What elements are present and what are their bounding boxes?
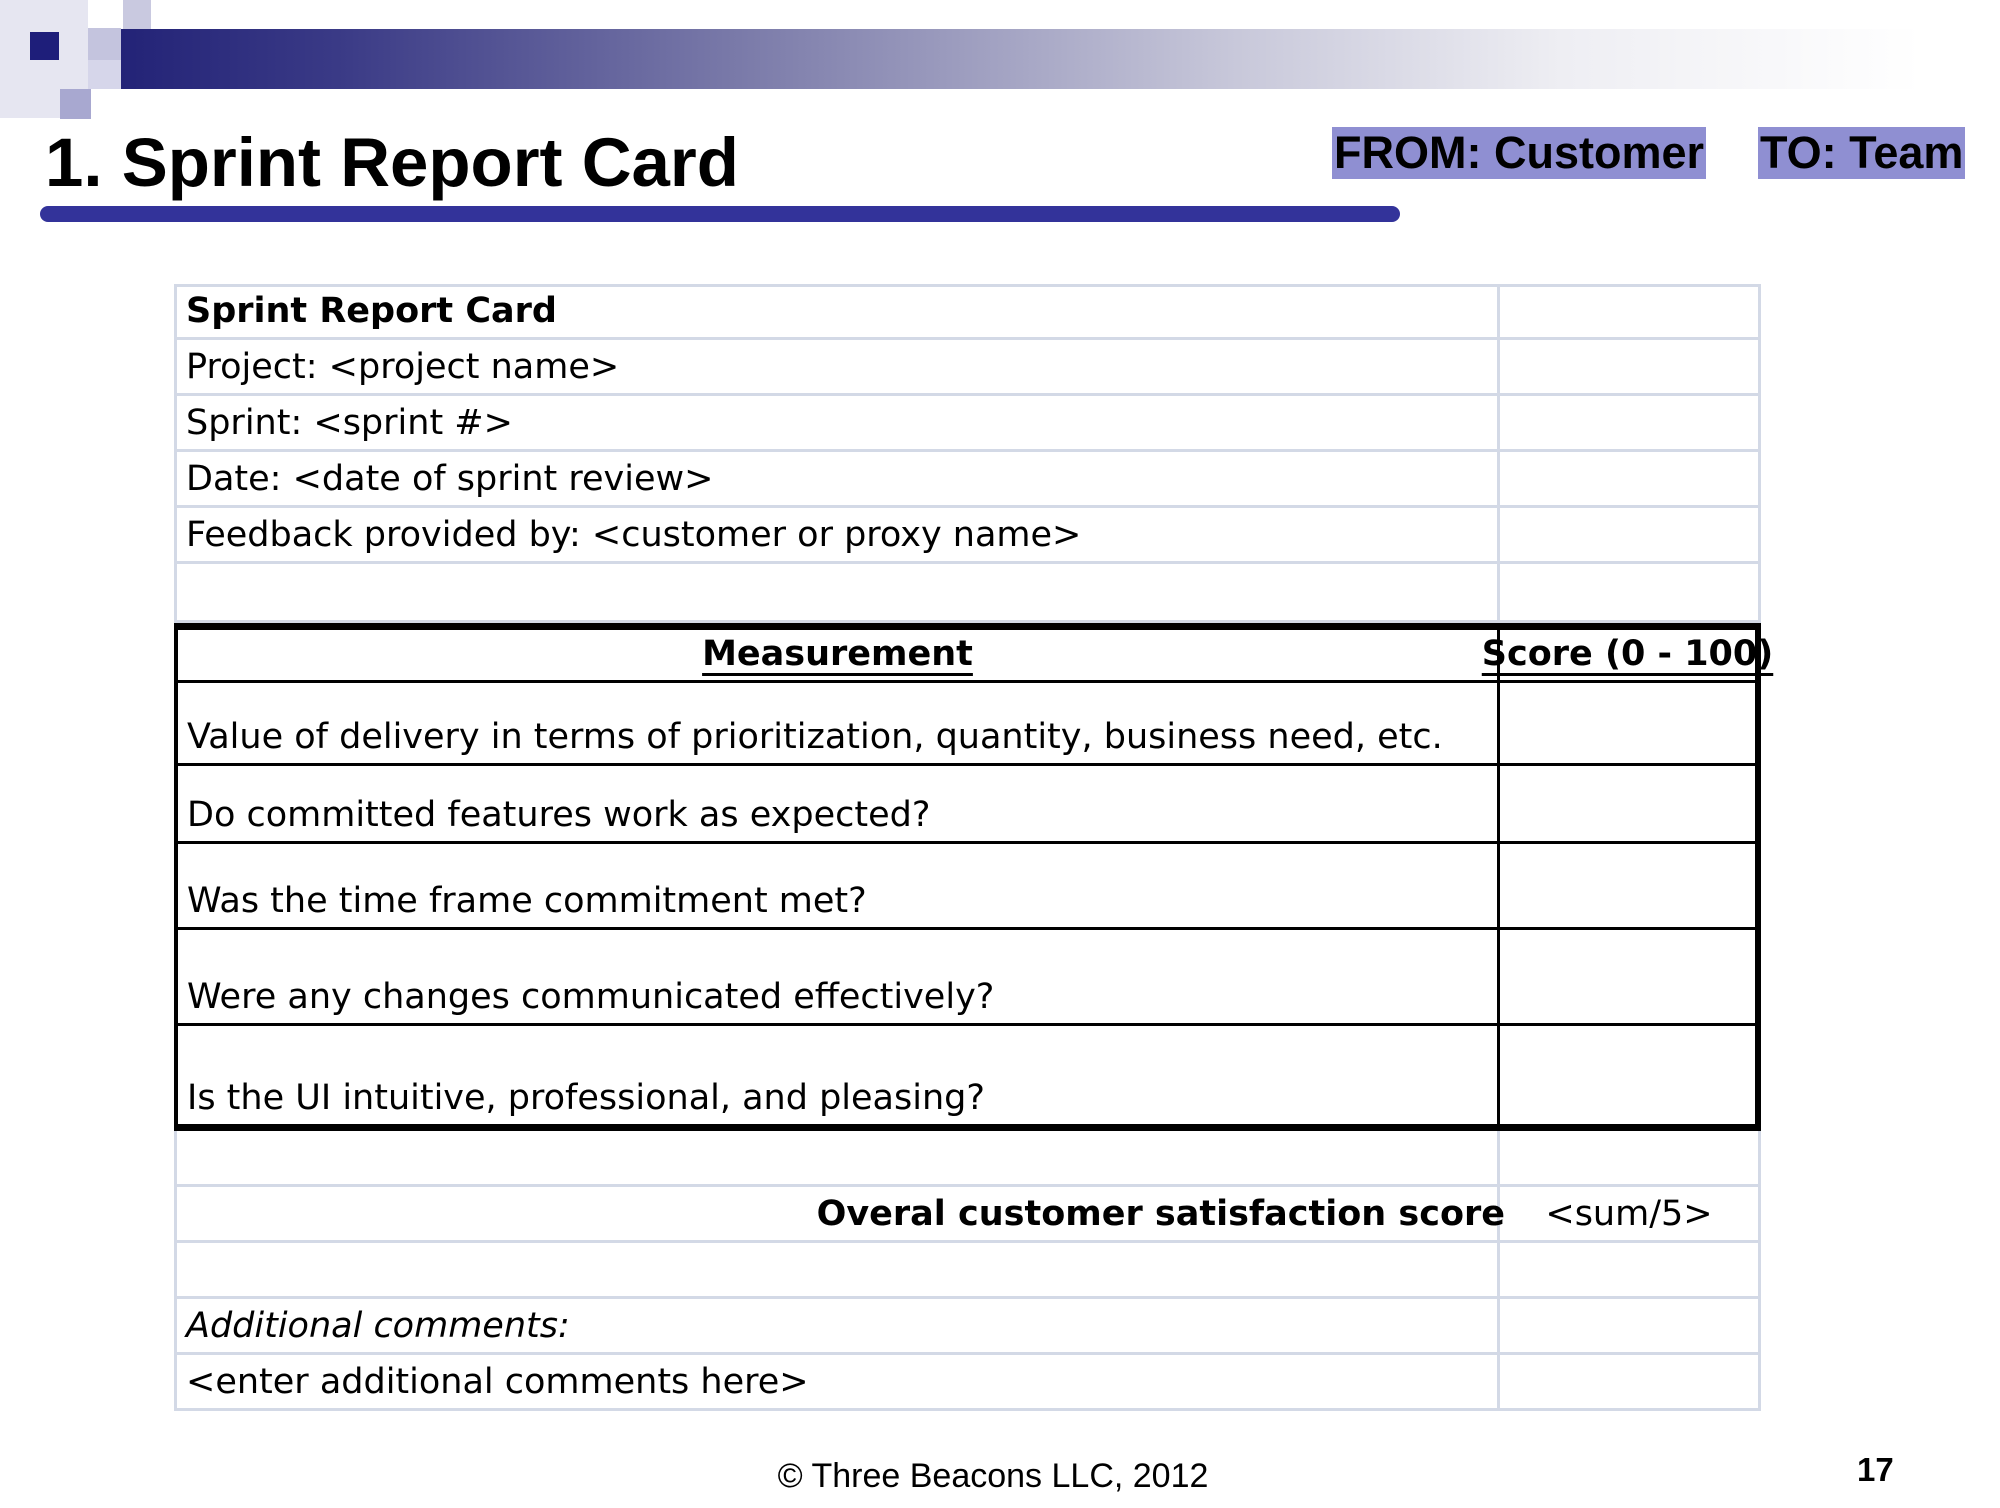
deco-square: [88, 28, 121, 60]
measurement-row: [174, 766, 1761, 844]
table-row: [174, 1355, 1761, 1411]
empty-cell: [174, 1131, 1500, 1187]
empty-cell: [174, 564, 1500, 623]
measurement-row: [174, 844, 1761, 930]
empty-cell: [1500, 284, 1761, 340]
score-input[interactable]: [1500, 1026, 1761, 1131]
measurement-header: [174, 623, 1500, 683]
comments-label: Additional comments:: [174, 1299, 1500, 1355]
from-tag: FROM: Customer: [1334, 127, 1704, 178]
score-input[interactable]: [1500, 844, 1761, 930]
score-input[interactable]: [1500, 930, 1761, 1026]
table-row: [174, 340, 1761, 396]
sheet-heading: Sprint Report Card: [174, 284, 1500, 340]
measurement-label: Is the UI intuitive, professional, and pleasing?: [174, 1026, 1500, 1131]
table-row: [174, 396, 1761, 452]
measurement-header-row: [174, 623, 1774, 683]
empty-cell: [1500, 564, 1761, 623]
measurement-label: Value of delivery in terms of prioritization, quantity, business need, etc.: [174, 683, 1500, 766]
empty-cell: [1500, 1243, 1761, 1299]
deco-square: [60, 89, 91, 119]
date-field[interactable]: Date: <date of sprint review>: [174, 452, 1500, 508]
deco-square: [30, 32, 59, 60]
measurement-row: [174, 1026, 1761, 1131]
measurement-header-label: Measurement: [702, 634, 973, 674]
table-row: [174, 1299, 1761, 1355]
score-input[interactable]: [1500, 766, 1761, 844]
empty-cell: [1500, 340, 1761, 396]
empty-cell: [1500, 508, 1761, 564]
empty-cell: [1500, 396, 1761, 452]
table-row: [174, 1131, 1761, 1187]
header-banner: [121, 29, 1921, 89]
empty-cell: [174, 1243, 1500, 1299]
table-row: [174, 564, 1761, 623]
sprint-field[interactable]: Sprint: <sprint #>: [174, 396, 1500, 452]
measurement-label: Were any changes communicated effectively?: [174, 930, 1500, 1026]
table-row: [174, 452, 1761, 508]
overall-score-text: Overal customer satisfaction score: [816, 1194, 1505, 1234]
measurement-label: Do committed features work as expected?: [174, 766, 1500, 844]
measurement-label: Was the time frame commitment met?: [174, 844, 1500, 930]
feedback-by-field[interactable]: Feedback provided by: <customer or proxy name>: [174, 508, 1500, 564]
empty-cell: [1500, 452, 1761, 508]
to-tag: TO: Team: [1760, 127, 1964, 178]
empty-cell: [1500, 1355, 1761, 1411]
page-number: 17: [1857, 1451, 1894, 1488]
deco-square: [88, 60, 121, 89]
empty-cell: [1500, 1131, 1761, 1187]
overall-score-value[interactable]: <sum/5>: [1500, 1187, 1761, 1243]
score-input[interactable]: [1500, 683, 1761, 766]
comments-field[interactable]: <enter additional comments here>: [174, 1355, 1500, 1411]
slide-title: 1. Sprint Report Card: [45, 124, 739, 201]
table-row: [174, 1243, 1761, 1299]
table-row: [174, 508, 1761, 564]
copyright-footer: © Three Beacons LLC, 2012: [777, 1457, 1209, 1495]
score-header-label: Score (0 - 100): [1481, 634, 1774, 674]
overall-score-row: [174, 1187, 1761, 1243]
measurement-row: [174, 683, 1761, 766]
report-card-sheet: [174, 284, 1774, 1411]
empty-cell: [1500, 1299, 1761, 1355]
deco-square: [123, 0, 151, 30]
title-underline: [40, 206, 1400, 222]
score-header: [1481, 623, 1774, 683]
overall-score-label: [174, 1187, 1505, 1243]
measurement-row: [174, 930, 1761, 1026]
project-field[interactable]: Project: <project name>: [174, 340, 1500, 396]
table-row: [174, 284, 1761, 340]
